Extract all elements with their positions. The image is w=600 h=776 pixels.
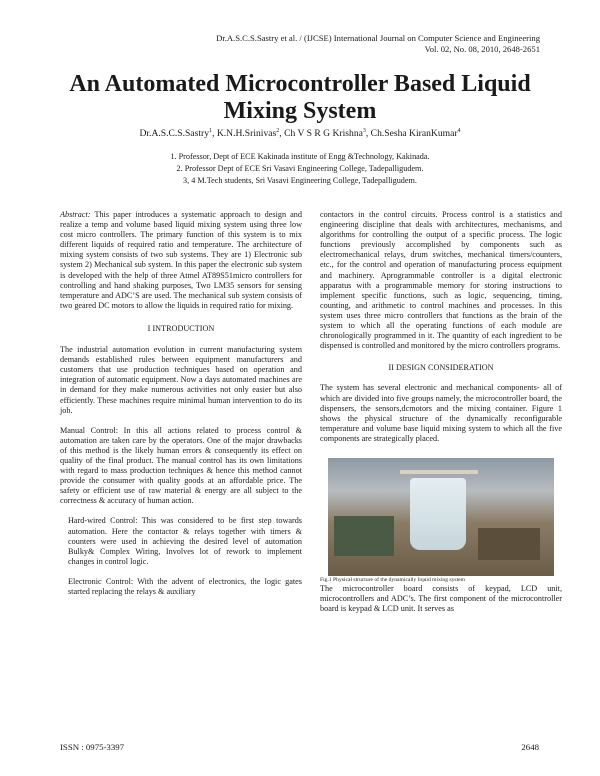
figure-1-photo (328, 458, 554, 576)
author-2-sup: 2 (276, 128, 280, 134)
microcontroller-board-paragraph: The microcontroller board consists of keypad, LCD unit, microcontrollers and ADC’s. The first component of the microcontroller board is keypad & LCD unit. It serves as (320, 583, 562, 614)
author-1: Dr.A.S.C.S.Sastry (139, 128, 210, 140)
author-3-sup: 3 (362, 128, 366, 134)
electronic-control-paragraph: Electronic Control: With the advent of electronics, the logic gates started replacing the relays & auxiliary (68, 576, 302, 596)
figure-1-caption: Fig.1 Physical structure of the dynamically liquid mixing system (320, 576, 465, 583)
affiliation-2: 2. Professor Dept of ECE Sri Vasavi Engineering College, Tadepalligudem. (176, 164, 424, 173)
author-4-sup: 4 (457, 128, 461, 134)
design-paragraph: The system has several electronic and mechanical components- all of which are divided into five groups namely, the microcontroller board, the dispensers, the sensors,dcmotors and the mixing container. Figure 1 shows the physical structure of the dynamically reconfigurable temperature and volume base liquid mixing system to which all the five components are strategically placed. (320, 383, 562, 443)
section-heading-design: II DESIGN CONSIDERATION (388, 363, 494, 373)
author-1-sup: 1 (209, 128, 213, 134)
author-2: K.N.H.Srinivas (216, 128, 277, 140)
process-control-paragraph: contactors in the control circuits. Process control is a statistics and engineering discipline that deals with architectures, mechanisms, and algorithms for controlling the output of a specific process. The logic functions previously accomplished by components such as electromechanical relays, drum switches, mechanical timers/counters, etc., for the control and operation of manufacturing process equipment and machinery. Aprogrammable controller is a digital electronic apparatus with a programmable memory for storing instructions to implement specific functions, such as logic, sequencing, timing, counting, and arithmetic to control machines and processes. In this system uses three micro controllers that functions as the brain of the system to which all the operating functions of each module are chronologically programmed in it. The quantity of each ingredient to be dispensed is controlled and monitored by the micro controllers programs. (320, 210, 562, 351)
paper-title-line-1: An Automated Microcontroller Based Liquid (69, 71, 531, 97)
right-column (320, 210, 562, 614)
paper-title-line-2: Mixing System (223, 98, 377, 124)
author-4: Ch.Sesha KiranKumar (370, 128, 458, 140)
abstract-text: This paper introduces a systematic approach to design and realize a temp and volume based liquid mixing system using three low cost micro controllers. The primary function of this system is to mix different liquids of required ratio and temperature. The architecture of mixing system consists of two sub systems. They are 1) Electronic sub system 2) Mechanical sub system. In this paper the electronic sub system is developed with the help of three Atmel AT89S51micro controllers for controlling and hand shaking purposes, Two LM35 sensors for sensing temperature and ADC’S are used. The mechanical sub system consists of two geared DC motors to allow the liquids in required ratio for mixing. (60, 210, 302, 310)
affiliation-3: 3, 4 M.Tech students, Sri Vasavi Engineering College, Tadepalligudem. (183, 176, 417, 185)
author-3: Ch V S R G Krishna (284, 128, 363, 140)
abstract (60, 210, 302, 311)
left-column (60, 210, 302, 597)
running-header-journal: Dr.A.S.C.S.Sastry et al. / (IJCSE) International Journal on Computer Science and Engineering (216, 33, 540, 43)
figure-stand-shape (400, 470, 478, 474)
running-header (216, 33, 540, 55)
intro-paragraph: The industrial automation evolution in current manufacturing system demands established rules between equipment manufacturers and customers that use production techniques based on operation and integration of automatic equipment. Now a days automated machines are in demand for they make numerous activities not only easier but also efficiently. These machines require minimal human intervention to do its job. (60, 345, 302, 415)
figure-board-shape (334, 516, 394, 556)
figure-panel-shape (478, 528, 540, 560)
affiliation-1: 1. Professor, Dept of ECE Kakinada institute of Engg &Technology, Kakinada. (170, 152, 430, 161)
footer-page-number: 2648 (521, 742, 539, 752)
footer-issn: ISSN : 0975-3397 (60, 742, 125, 752)
figure-container-shape (410, 478, 466, 550)
paper-title (40, 71, 560, 125)
running-header-volume: Vol. 02, No. 08, 2010, 2648-2651 (424, 44, 540, 54)
abstract-label: Abstract: (60, 210, 91, 219)
hardwired-control-paragraph: Hard-wired Control: This was considered to be first step towards automation. Here the contactor & relays together with timers & counters were used in achieving the desired level of automation Bulky& Complex Wiring, Involves lot of rework to implement changes in control logic. (68, 516, 302, 566)
section-heading-introduction: I INTRODUCTION (147, 323, 215, 333)
author-list: Dr.A.S.C.S.Sastry$^1$, K.N.H.Srinivas$^2$, Ch V S R G Krishna$^3$, Ch.Sesha KiranKumar$^4$ (139, 128, 461, 140)
affiliation-list (40, 151, 560, 187)
manual-control-paragraph: Manual Control: In this all actions related to process control & automation are taken care by the operators. One of the major drawbacks of this method is the likely human errors & consequently its effect on quality of the final product. The manual control has its own limitations with regard to mass production techniques & hence this method cannot provide the consumer with quality goods at an affordable price. The safety or efficient use of raw material & energy are all subject to the correctness & accuracy of human action. (60, 425, 302, 506)
